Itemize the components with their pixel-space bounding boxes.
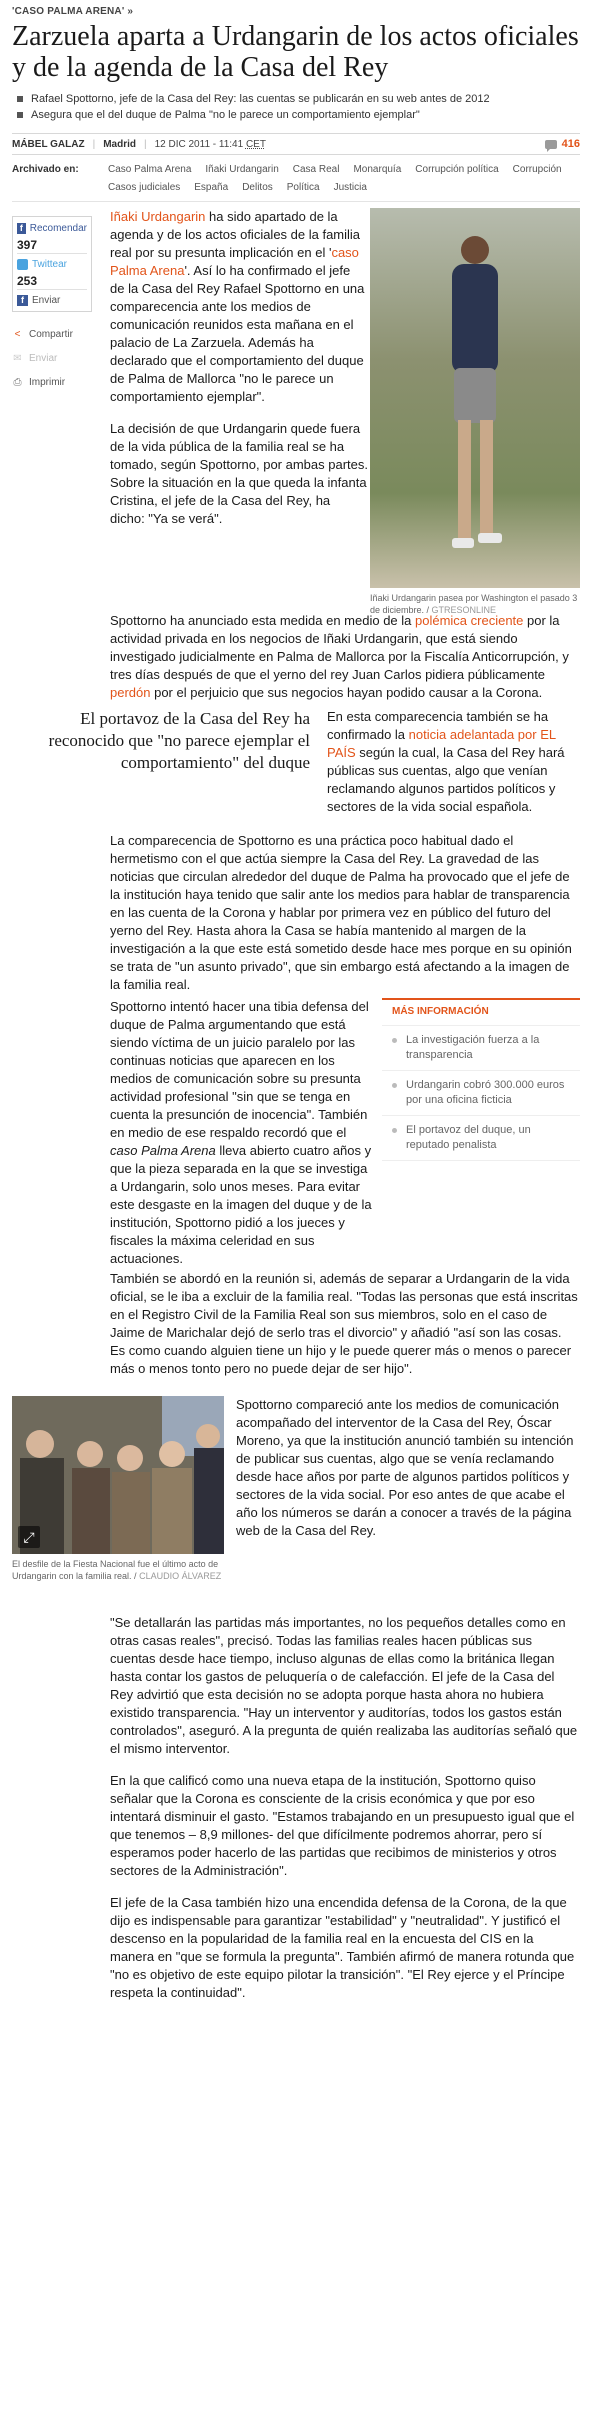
photo-caption: El desfile de la Fiesta Nacional fue el último acto de Urdangarin con la familia real. / CLAUDIO ÁLVAREZ <box>12 1559 222 1581</box>
tag-link[interactable]: Corrupción política <box>415 164 499 175</box>
bullet-icon <box>17 96 23 102</box>
paragraph: "Se detallarán las partidas más importantes, no los pequeños detalles como en otras casas reales", precisó. Todas las familias reales hacen públicas sus cuentas desde hace tiempo, incluso algunas de ellas como la británica llegan hasta contar los gastos de peluquería o de calefacción. El jefe de la Casa del Rey advirtió que esta decisión no se adopta porque hasta ahora no hubiera existido transparencia. "Hay un interventor y auditorías, todos los gastos están controlados", aseguró. A la pregunta de quién realizaba las auditorías señaló que el mismo interventor. <box>110 1615 578 1756</box>
tag-link[interactable]: Política <box>286 182 320 193</box>
inline-link[interactable]: noticia adelantada por EL PAÍS <box>327 727 556 760</box>
article-body-top <box>110 208 368 542</box>
person-silhouette <box>430 228 520 568</box>
subhead-text: Asegura que el del duque de Palma "no le parece un comportamiento ejemplar" <box>31 109 420 121</box>
article-photo-2[interactable] <box>12 1396 224 1582</box>
comments-link[interactable] <box>545 138 580 150</box>
more-info-title: MÁS INFORMACIÓN <box>382 1000 580 1026</box>
facebook-label: Recomendar <box>29 222 87 234</box>
article-body-bottom <box>110 1614 578 2016</box>
paragraph: Spottorno compareció ante los medios de comunicación acompañado del interventor de la Casa del Rey, Óscar Moreno, ya que la institución anunció también su intención de publicar sus cuentas, algo que se venía reclamando desde hace años por parte de algunos partidos políticos y sectores de la vida social. Por eso antes de que acabe el año los números se darán a conocer a través de la página web de la Casa del Rey. <box>236 1397 574 1538</box>
subhead-item <box>12 107 580 123</box>
send-label: Enviar <box>32 294 61 306</box>
tag-link[interactable]: Monarquía <box>353 164 402 175</box>
twitter-count: 253 <box>17 272 87 290</box>
publish-date: 12 DIC 2011 - 11:41 CET <box>154 138 266 150</box>
paragraph: El jefe de la Casa también hizo una encendida defensa de la Corona, de la que dijo es indispensable para garantizar "estabilidad" y "neutralidad". Y justificó el descenso en la popularidad de la familia real en la encuesta del CIS en la manera en "que se formula la pregunta". También afirmó de manera rotunda que "no es objetivo de este equipo pilotar la transición". "El Rey ejerce y el Príncipe respeta la continuidad". <box>110 1895 575 2000</box>
tag-link[interactable]: España <box>194 182 229 193</box>
tag-link[interactable]: Delitos <box>242 182 273 193</box>
zoom-icon[interactable]: ⤢ <box>18 1526 40 1548</box>
article-body-p6 <box>110 998 372 1282</box>
bullet-icon <box>392 1038 397 1043</box>
photo-credit: CLAUDIO ÁLVAREZ <box>139 1571 222 1581</box>
photo-caption: Iñaki Urdangarin pasea por Washington el pasado 3 de diciembre. / GTRESONLINE <box>370 593 578 615</box>
tag-link[interactable]: Casos judiciales <box>108 182 181 193</box>
bullet-icon <box>17 112 23 118</box>
email-tool[interactable] <box>12 346 92 370</box>
more-info-link[interactable]: Urdangarin cobró 300.000 euros por una oficina ficticia <box>382 1071 580 1116</box>
facebook-count: 397 <box>17 236 87 254</box>
share-sidebar <box>12 216 92 394</box>
photo-urdangarin-walking[interactable] <box>370 208 580 588</box>
printer-icon: ⎙ <box>13 376 22 388</box>
facebook-send-icon: f <box>17 295 28 306</box>
comment-icon <box>545 140 557 149</box>
article-body-p8 <box>236 1396 580 1554</box>
more-info-box <box>382 998 580 1161</box>
tags-list <box>108 161 580 197</box>
article-photo[interactable] <box>370 208 580 616</box>
twitter-icon <box>17 259 28 270</box>
paragraph: También se abordó en la reunión si, además de separar a Urdangarin de la vida oficial, se le iba a excluir de la familia real. "Todas las personas que está inscritas en el Registro Civil de la Familia Real son sus miembros, solo en el caso de Jaime de Marichalar dejó de serlo tras el divorcio" y añadió "así son las cosas. Es como cuando alguien tiene un hijo y le puede querer más o menos o parecer más o menos tonto pero no puede dejar de ser hijo". <box>110 1271 578 1376</box>
facebook-recommend-button[interactable] <box>17 220 87 236</box>
inline-link[interactable]: perdón <box>110 685 151 700</box>
print-tool-label: Imprimir <box>29 376 66 388</box>
facebook-icon: f <box>17 223 26 234</box>
article-body-p7 <box>110 1270 578 1392</box>
send-button[interactable] <box>17 292 87 308</box>
twitter-share-button[interactable] <box>17 256 87 272</box>
headline: Zarzuela aparta a Urdangarin de los actos oficiales y de la agenda de la Casa del Rey <box>12 21 579 83</box>
inline-link[interactable]: polémica creciente <box>415 613 524 628</box>
tag-link[interactable]: Corrupción <box>512 164 562 175</box>
more-info-link[interactable]: La investigación fuerza a la transparencia <box>382 1026 580 1071</box>
royal-family-scene <box>12 1396 224 1554</box>
photo-military-parade[interactable] <box>12 1396 224 1554</box>
dateline-place: Madrid <box>103 138 136 150</box>
more-info-link[interactable]: El portavoz del duque, un reputado penalista <box>382 1116 580 1161</box>
email-tool-label: Enviar <box>29 352 58 364</box>
article-body-p4 <box>327 708 580 830</box>
comments-count: 416 <box>561 138 580 150</box>
twitter-label: Twittear <box>32 258 68 270</box>
byline-separator: | <box>143 138 147 150</box>
subhead-item <box>12 91 580 107</box>
byline <box>12 133 580 155</box>
tag-link[interactable]: Justicia <box>333 182 367 193</box>
section-kicker[interactable]: 'CASO PALMA ARENA' » <box>12 6 134 17</box>
paragraph: Iñaki Urdangarin ha sido apartado de la agenda y de los actos oficiales de la familia real por su presunta implicación en el 'caso Palma Arena'. Así lo ha confirmado el jefe de la Casa del Rey Rafael Spottorno en una comparecencia ante los medios de comunicación reunidos esta mañana en el palacio de La Zarzuela. Además ha declarado que el comportamiento del duque de Palma de Mallorca "no le parece un comportamiento ejemplar". <box>110 209 365 404</box>
tag-link[interactable]: Casa Real <box>292 164 340 175</box>
inline-link[interactable]: Iñaki Urdangarin <box>110 209 206 224</box>
print-tool[interactable] <box>12 370 92 394</box>
paragraph: La decisión de que Urdangarin quede fuera de la vida pública de la familia real se ha tomado, según Spottorno, por ambas partes. Sobre la situación en la que queda la infanta Cristina, el jefe de la Casa del Rey, ha dicho: "Ya se verá". <box>110 421 368 526</box>
envelope-icon: ✉ <box>13 352 22 364</box>
subheads <box>12 91 580 123</box>
pull-quote: El portavoz de la Casa del Rey ha reconocido que "no parece ejemplar el comportamiento" del duque <box>48 709 310 772</box>
tags-bar <box>12 161 580 202</box>
subhead-text: Rafael Spottorno, jefe de la Casa del Rey: las cuentas se publicarán en su web antes de 2012 <box>31 93 490 105</box>
share-icon: < <box>14 328 21 340</box>
tag-link[interactable]: Iñaki Urdangarin <box>205 164 279 175</box>
tags-label: Archivado en: <box>12 164 79 175</box>
article-body-p5 <box>110 832 578 1008</box>
inline-link[interactable]: caso Palma Arena <box>110 245 359 278</box>
paragraph: Spottorno ha anunciado esta medida en medio de la polémica creciente por la actividad privada en los negocios de Iñaki Urdangarin, que está siendo investigado judicialmente en Palma de Mallorca por la Fiscalía Anticorrupción, y tres días después de que el yerno del rey Juan Carlos pidiera públicamente perdón por el perjuicio que sus negocios hayan podido causar a la Corona. <box>110 613 569 700</box>
byline-separator: | <box>92 138 96 150</box>
paragraph: En la que calificó como una nueva etapa de la institución, Spottorno quiso señalar que la Corona es consciente de la crisis económica y que por eso intentará disminuir el gasto. "Estamos trabajando en un presupuesto igual que el que tenemos – 8,9 millones- del que difícilmente podremos ahorrar, pero sí esperamos poder hacerlo de las partidas que recibimos de ministerios y otros sectores de la Administración". <box>110 1773 575 1878</box>
bullet-icon <box>392 1128 397 1133</box>
share-tool[interactable] <box>12 322 92 346</box>
paragraph: Spottorno intentó hacer una tibia defensa del duque de Palma argumentando que está siendo víctima de un juicio paralelo por las continuas noticias que aparecen en los medios de comunicación sobre su presunta actividad profesional "sin que se tenga en cuenta la presunción de inocencia". También en medio de ese respaldo recordó que el caso Palma Arena lleva abierto cuatro años y que la pieza separada en la que se investiga a Urdangarin, solo unos meses. Para evitar este desgaste en la imagen del duque y de la institución, Spottorno pidió a los jueces y fiscales la máxima celeridad en sus actuaciones. <box>110 999 372 1266</box>
paragraph: La comparecencia de Spottorno es una práctica poco habitual dado el hermetismo con el que actúa siempre la Casa del Rey. La gravedad de las noticias que circulan alrededor del duque de Palma ha provocado que el jefe de la institución haya tenido que salir ante los medios para hablar de transparencia en las cuenta de la Corona y hablar por primera vez en público del futuro del yerno del Rey. Hasta ahora la Casa se había mantenido al margen de la investigación a la que este está sometido desde hace mes porque en su opinión se trata de "un asunto privado", que sin embargo está afectando a la imagen de la familia real. <box>110 833 572 992</box>
social-share-box <box>12 216 92 312</box>
photo-credit: GTRESONLINE <box>431 605 497 615</box>
tag-link[interactable]: Caso Palma Arena <box>108 164 192 175</box>
paragraph: En esta comparecencia también se ha confirmado la noticia adelantada por EL PAÍS según la cual, la Casa del Rey hará públicas sus cuentas, algo que venían reclamando algunos partidos políticos y sectores de la vida social española. <box>327 709 565 814</box>
author-name[interactable]: MÁBEL GALAZ <box>12 138 85 150</box>
article-body-p3 <box>110 612 578 716</box>
bullet-icon <box>392 1083 397 1088</box>
share-tool-label: Compartir <box>29 328 73 340</box>
